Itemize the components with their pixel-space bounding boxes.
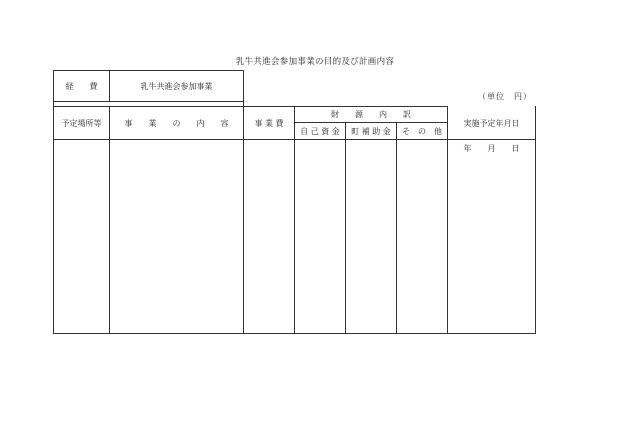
- header-funding-other: そ の 他: [402, 126, 442, 136]
- date-placeholder: 年 月 日: [463, 143, 520, 153]
- header-funding-group: 財 源 内 訳: [331, 110, 411, 119]
- rule-col-town: [396, 122, 397, 334]
- header-cost: 事 業 費: [254, 118, 284, 128]
- unit-note: （単位 円）: [478, 92, 532, 101]
- expense-label: 経 費: [65, 81, 98, 91]
- header-content: 事 業 の 内 容: [124, 118, 229, 128]
- document-title: 乳牛共進会参加事業の目的及び計画内容: [235, 57, 395, 67]
- header-schedule: 実施予定年月日: [463, 118, 520, 128]
- rule-right: [535, 106, 536, 334]
- header-location: 予定場所等: [61, 118, 102, 128]
- rule-col-location: [109, 106, 110, 334]
- header-funding-town: 町 補 助 金: [351, 126, 391, 136]
- expense-value: 乳牛共進会参加事業: [140, 81, 213, 91]
- header-funding-self: 自 己 資 金: [300, 126, 340, 136]
- rule-col-cost: [294, 106, 295, 334]
- rule-col-self: [345, 122, 346, 334]
- rule-top-row-bottom: [53, 101, 243, 102]
